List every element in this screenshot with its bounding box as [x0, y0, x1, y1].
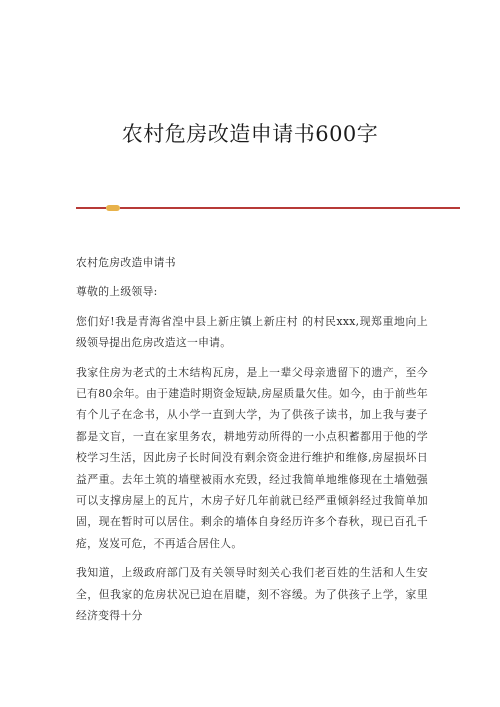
- paragraph-salutation: 尊敬的上级领导:: [76, 285, 158, 299]
- document-body: [76, 252, 428, 635]
- paragraph-housing-condition: 我家住房为老式的土木结构瓦房，是上一辈父母亲遗留下的遗产，至今已有80余年。由于建造时期资金短缺,房屋质量欠佳。如今，由于前些年有个儿子在念书，从小学一直到大学，为了供孩子读书，加上我与妻子都是文盲，一直在家里务农，耕地劳动所得的一小点积蓄都用于他的学校学习生活，因此房子长时间没有剩余资金进行维护和维修,房屋损坏日益严重。去年土筑的墙壁被雨水充毁，经过我简单地维修现在土墙勉强可以支撑房屋上的瓦片，木房子好几年前就已经严重倾斜经过我简单加固，现在暂时可以居住。剩余的墙体自身经历许多个春秋，现已百孔千疮，岌岌可危，不再适合居住人。: [76, 365, 428, 550]
- title-divider: [76, 207, 460, 210]
- divider-line-right: [120, 207, 460, 209]
- divider-ornament-icon: [106, 205, 120, 211]
- paragraph-introduction: 您们好!我是青海省湟中县上新庄镇上新庄村 的村民xxx,现郑重地向上级领导提出危房改造这一申请。: [76, 314, 428, 350]
- document-title: 农村危房改造申请书600字: [121, 122, 379, 146]
- paragraph-request: 我知道，上级政府部门及有关领导时刻关心我们老百姓的生活和人生安全，但我家的危房状况已迫在眉睫，刻不容缓。为了供孩子上学，家里经济变得十分: [76, 566, 428, 623]
- paragraph-heading: 农村危房改造申请书: [76, 256, 176, 269]
- divider-line-left: [76, 207, 106, 209]
